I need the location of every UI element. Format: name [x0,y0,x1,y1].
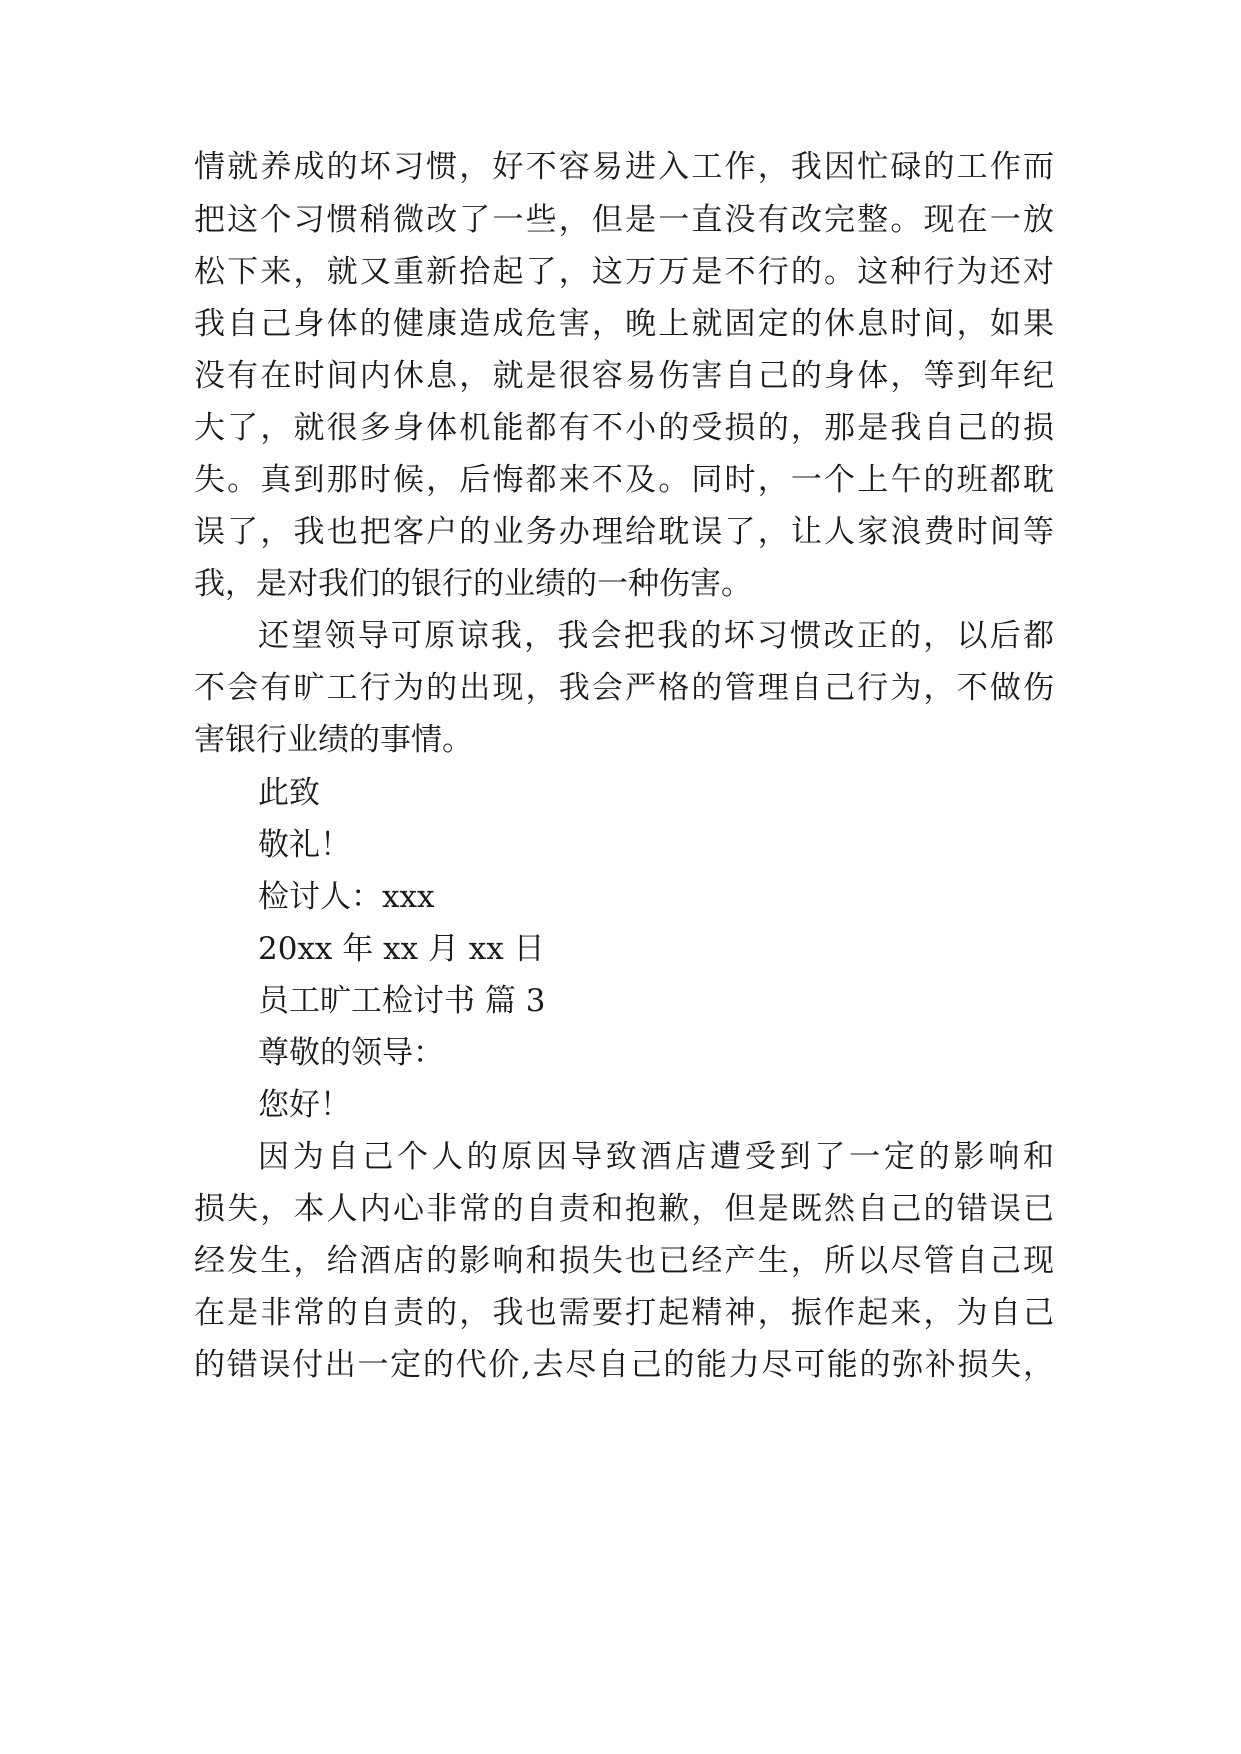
text-line: 不会有旷工行为的出现，我会严格的管理自己行为，不做伤 [194,670,1054,706]
text-line: 没有在时间内休息，就是很容易伤害自己的身体，等到年纪 [194,358,1054,394]
text-line: 把这个习惯稍微改了一些，但是一直没有改完整。现在一放 [194,202,1054,238]
text-line: 松下来，就又重新拾起了，这万万是不行的。这种行为还对 [194,254,1054,290]
text-line: 损失，本人内心非常的自责和抱歉，但是既然自己的错误已 [194,1191,1054,1227]
text-line: 我自己身体的健康造成危害，晚上就固定的休息时间，如果 [194,306,1054,342]
greeting-line: 您好！ [258,1087,351,1123]
text-line: 在是非常的自责的，我也需要打起精神，振作起来，为自己 [194,1295,1054,1331]
closing-regards: 敬礼！ [258,827,351,863]
closing-salutation: 此致 [258,775,320,811]
signature-line: 检讨人：xxx [258,879,435,915]
text-line: 大了，就很多身体机能都有不小的受损的，那是我自己的损 [194,410,1054,446]
text-line: 误了，我也把客户的业务办理给耽误了，让人家浪费时间等 [194,514,1054,550]
section-heading: 员工旷工检讨书 篇 3 [258,983,546,1019]
text-line: 的错误付出一定的代价,去尽自己的能力尽可能的弥补损失， [194,1347,1054,1383]
paragraph-first-line: 还望领导可原谅我，我会把我的坏习惯改正的，以后都 [258,618,1054,654]
paragraph-first-line: 因为自己个人的原因导致酒店遭受到了一定的影响和 [258,1139,1054,1175]
greeting-line: 尊敬的领导： [258,1035,444,1071]
text-line: 情就养成的坏习惯，好不容易进入工作，我因忙碌的工作而 [194,149,1054,185]
date-line: 20xx 年 xx 月 xx 日 [258,931,545,967]
text-line: 害银行业绩的事情。 [194,722,473,758]
text-line: 我，是对我们的银行的业绩的一种伤害。 [194,566,752,602]
text-line: 经发生，给酒店的影响和损失也已经产生，所以尽管自己现 [194,1243,1054,1279]
text-line: 失。真到那时候，后悔都来不及。同时，一个上午的班都耽 [194,462,1054,498]
